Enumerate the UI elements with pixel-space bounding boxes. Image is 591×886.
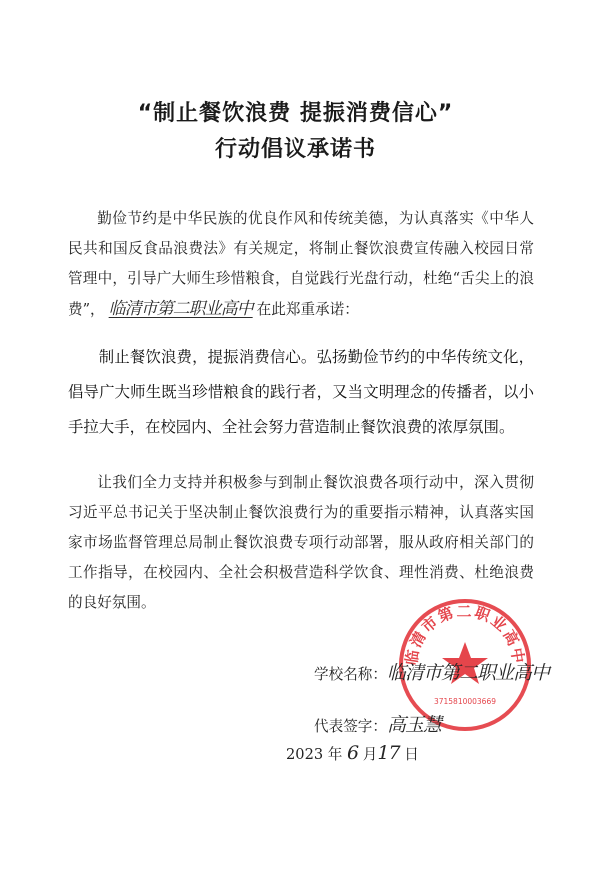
school-name-label: 学校名称： (314, 666, 387, 683)
seal-code: 3715810003669 (433, 697, 497, 706)
representative-label: 代表签字： (314, 718, 387, 735)
date-year-unit: 年 (327, 746, 343, 763)
intro-text: 勤俭节约是中华民族的优良作风和传统美德，为认真落实《中华人民共和国反食品浪费法》有关规定，将制止餐饮浪费宣传融入校园日常管理中，引导广大师生珍惜粮食，自觉践行光盘行动，杜绝“舌尖上的浪费”， (68, 210, 534, 318)
date-row (286, 742, 419, 764)
date-month-unit: 月 (362, 746, 378, 763)
paragraph-intro (68, 204, 534, 325)
paragraph-commitment: 制止餐饮浪费，提振消费信心。弘扬勤俭节约的中华传统文化，倡导广大师生既当珍惜粮食的践行者，又当文明理念的传播者，以小手拉大手，在校园内、全社会努力营造制止餐饮浪费的浓厚氛围。 (68, 348, 534, 436)
document-subtitle: 行动倡议承诺书 (214, 137, 376, 162)
date-day: 17 (377, 742, 400, 764)
handwritten-school-name: 临清市第二职业高中 (108, 299, 253, 319)
representative-signature: 高玉慧 (386, 714, 441, 736)
date-month: 6 (347, 742, 359, 764)
representative-row (314, 710, 441, 737)
date-year: 2023 (286, 746, 324, 763)
intro-text-end: 在此郑重承诺： (256, 301, 359, 318)
seal-arc-textpath: 临清市第二职业高中 (402, 602, 528, 667)
paragraph-call-to-action: 让我们全力支持并积极参与到制止餐饮浪费各项行动中，深入贯彻习近平总书记关于坚决制止餐饮浪费行为的重要指示精神，认真落实国家市场监督管理总局制止餐饮浪费专项行动部署，服从政府相关部门的工作指导，在校园内、全社会积极营造科学饮食、理性消费、杜绝浪费的良好氛围。 (68, 474, 534, 611)
document-title: “制止餐饮浪费 提振消费信心” (137, 101, 454, 126)
date-day-unit: 日 (404, 746, 419, 763)
school-name-row (314, 658, 549, 685)
school-name-signature: 临清市第二职业高中 (386, 662, 549, 684)
